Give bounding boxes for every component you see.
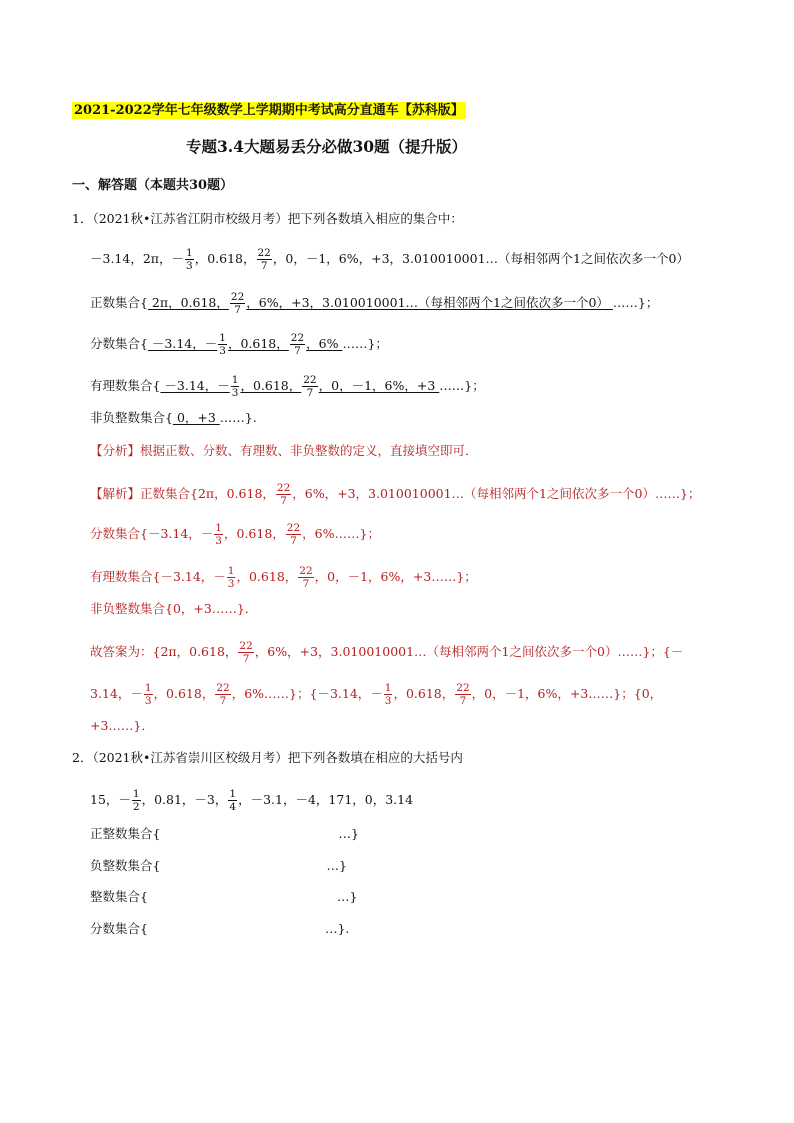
fraction: $\frac{1}{3}$ bbox=[219, 332, 226, 357]
fraction: $\frac{22}{7}$ bbox=[257, 247, 271, 272]
fraction: $\frac{1}{3}$ bbox=[227, 565, 235, 590]
answer-blank: －3.14，－ $\frac{1}{3}$ ，0.618， $\frac{22}{7}$ ，6% bbox=[147, 332, 343, 357]
fraction: $\frac{22}{7}$ bbox=[299, 565, 313, 590]
q1-answer-line-2: 3.14，－ $\frac{1}{3}$ ，0.618， $\frac{22}{7}$ ，6%……}；{－3.14，－ $\frac{1}{3}$ ，0.618， $\frac{22}{7}$ ，0，－1，6%，+3……}；{0， bbox=[90, 682, 663, 707]
answer-blank: 0，+3 bbox=[172, 410, 220, 425]
q1-stem: 1．（2021秋•江苏省江阴市校级月考）把下列各数填入相应的集合中： bbox=[72, 211, 463, 226]
fraction: $\frac{22}{7}$ bbox=[290, 332, 305, 357]
q1-solution-fraction: 分数集合{－3.14，－ $\frac{1}{3}$ ，0.618， $\frac{22}{7}$ ，6%……}； bbox=[90, 522, 380, 547]
fraction: $\frac{1}{3}$ bbox=[384, 682, 392, 707]
q2-fraction-set: 分数集合{ …}. bbox=[90, 921, 350, 936]
section-heading: 一、解答题（本题共30题） bbox=[72, 178, 234, 193]
q2-integer-set: 整数集合{ …} bbox=[90, 889, 358, 904]
fraction: $\frac{1}{3}$ bbox=[186, 247, 193, 272]
q1-answer-line-1: 故答案为：{2π，0.618， $\frac{22}{7}$ ，6%，+3，3.010010001…（每相邻两个1之间依次多一个0）……}；{－ bbox=[90, 640, 684, 665]
q1-nonneg-int-set: 非负整数集合{ 0，+3 ……}. bbox=[90, 410, 257, 425]
fraction: $\frac{1}{2}$ bbox=[132, 788, 140, 813]
fraction: $\frac{22}{7}$ bbox=[303, 374, 317, 399]
fraction: $\frac{22}{7}$ bbox=[276, 482, 291, 507]
fraction: $\frac{22}{7}$ bbox=[456, 682, 470, 707]
fraction: $\frac{1}{3}$ bbox=[215, 522, 222, 547]
q2-positive-int-set: 正整数集合{ …} bbox=[90, 826, 359, 841]
fraction: $\frac{1}{4}$ bbox=[229, 788, 237, 813]
page-title: 专题3.4大题易丢分必做30题（提升版） bbox=[186, 137, 468, 156]
q1-rational-set: 有理数集合{ －3.14，－ $\frac{1}{3}$ ，0.618， $\frac{22}{7}$ ，0，－1，6%，+3 ……}； bbox=[90, 374, 485, 399]
q1-solution-nonneg: 非负整数集合{0，+3……}． bbox=[90, 601, 258, 616]
q1-answer-line-3: +3……}． bbox=[90, 718, 154, 733]
fraction: $\frac{1}{3}$ bbox=[231, 374, 239, 399]
q1-solution-rational: 有理数集合{－3.14，－ $\frac{1}{3}$ ，0.618， $\frac{22}{7}$ ，0，－1，6%，+3……}； bbox=[90, 565, 477, 590]
q2-number-list: 15，－ $\frac{1}{2}$ ，0.81，－3， $\frac{1}{4}$ ，－3.1，－4，171，0，3.14 bbox=[90, 788, 414, 813]
q1-positive-set: 正数集合{ 2π，0.618， $\frac{22}{7}$ ，6%，+3，3.010010001…（每相邻两个1之间依次多一个0） ……}； bbox=[90, 291, 659, 316]
q2-negative-int-set: 负整数集合{ …} bbox=[90, 858, 347, 873]
fraction: $\frac{22}{7}$ bbox=[216, 682, 230, 707]
q2-stem: 2．（2021秋•江苏省崇川区校级月考）把下列各数填在相应的大括号内 bbox=[72, 750, 463, 765]
answer-blank: 2π，0.618， $\frac{22}{7}$ ，6%，+3，3.010010001…（每相邻两个1之间依次多一个0） bbox=[147, 291, 613, 316]
header-banner: 2021-2022学年七年级数学上学期期中考试高分直通车【苏科版】 bbox=[74, 103, 464, 118]
fraction: $\frac{22}{7}$ bbox=[239, 640, 253, 665]
q1-solution-positive: 【解析】正数集合{2π，0.618， $\frac{22}{7}$ ，6%，+3，3.010010001…（每相邻两个1之间依次多一个0）……}； bbox=[90, 482, 701, 507]
q1-fraction-set: 分数集合{ －3.14，－ $\frac{1}{3}$ ，0.618， $\frac{22}{7}$ ，6% ……}； bbox=[90, 332, 388, 357]
q1-analysis: 【分析】根据正数、分数、有理数、非负整数的定义，直接填空即可． bbox=[90, 443, 478, 458]
fraction: $\frac{22}{7}$ bbox=[230, 291, 245, 316]
fraction: $\frac{22}{7}$ bbox=[286, 522, 301, 547]
q1-number-list: －3.14，2π，－ $\frac{1}{3}$ ，0.618， $\frac{22}{7}$ ，0，－1，6%，+3，3.010010001…（每相邻两个1之间依次多一个0） bbox=[90, 247, 689, 272]
answer-blank: －3.14，－ $\frac{1}{3}$ ，0.618， $\frac{22}{7}$ ，0，－1，6%，+3 bbox=[160, 374, 440, 399]
fraction: $\frac{1}{3}$ bbox=[144, 682, 152, 707]
